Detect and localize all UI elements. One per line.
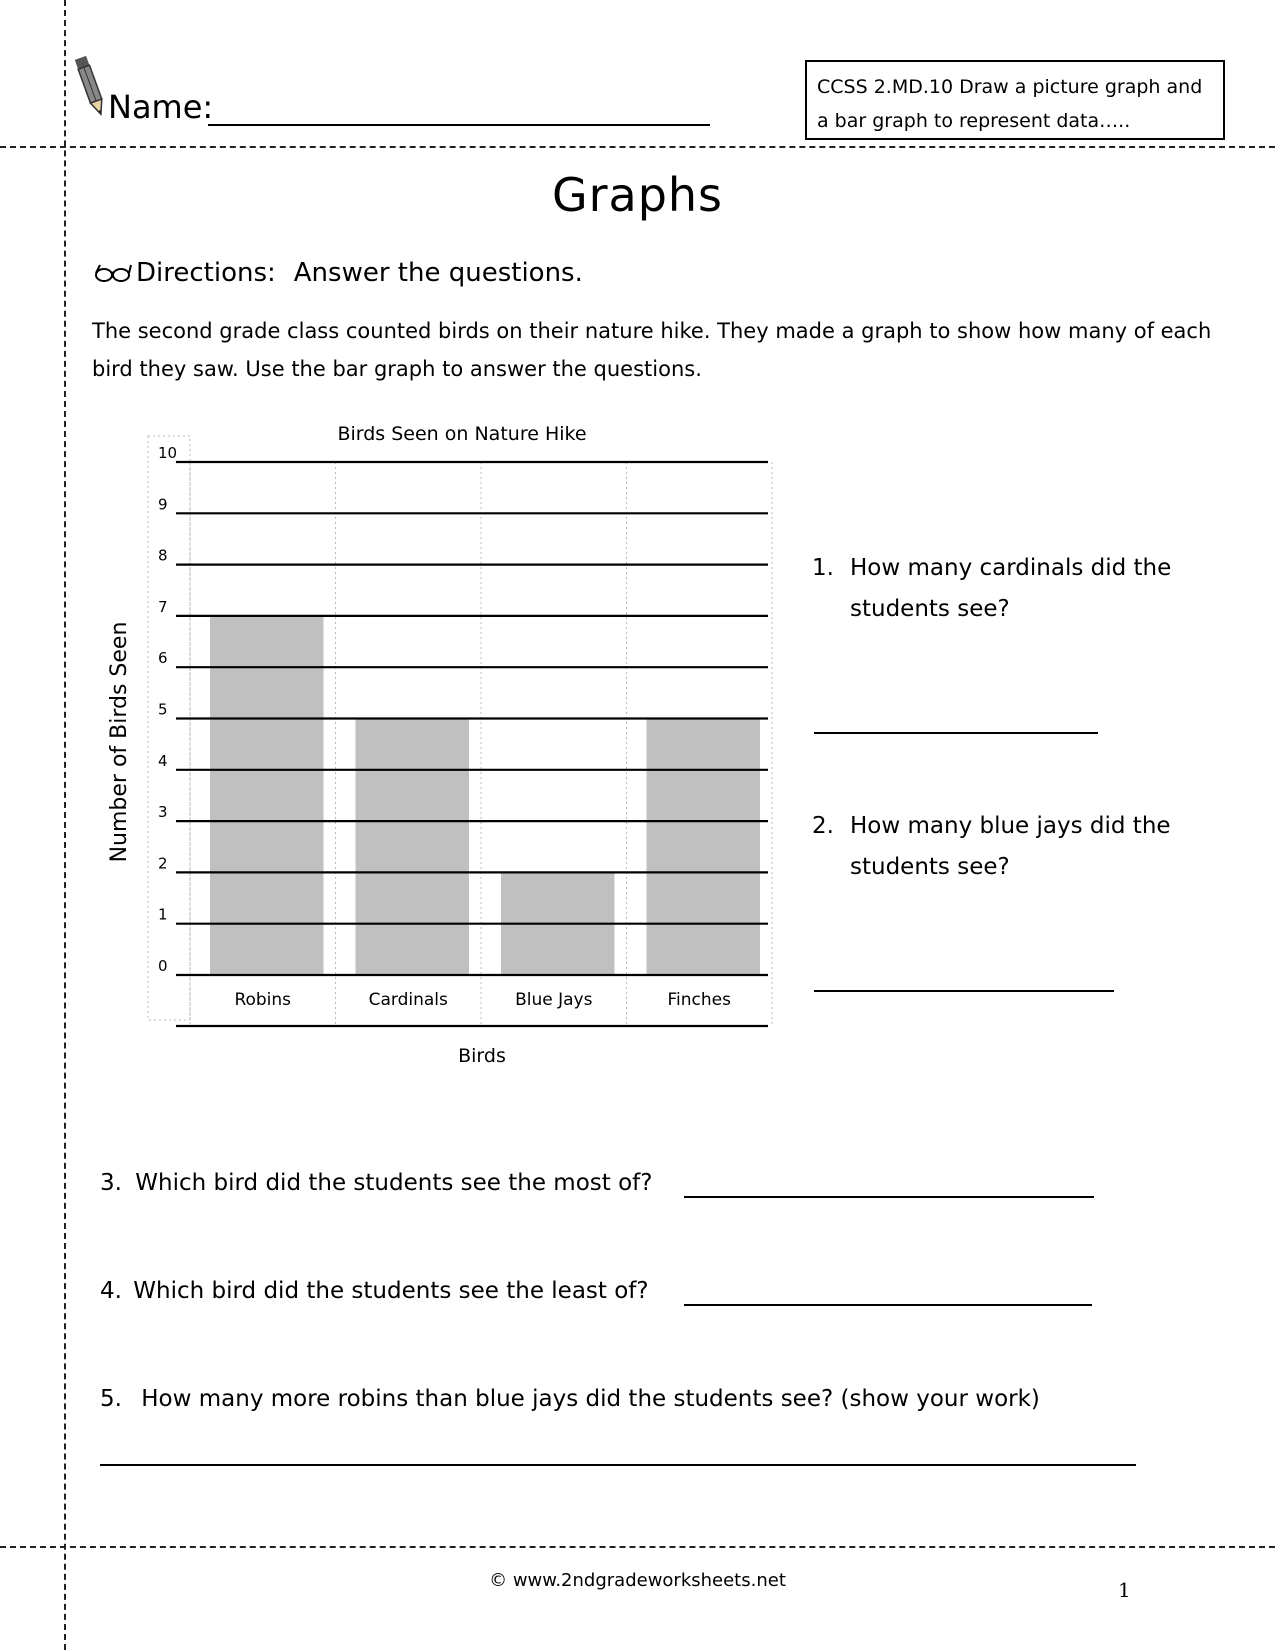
- answer-3-field[interactable]: [684, 1196, 1094, 1198]
- footer-copyright: © www.2ndgradeworksheets.net: [489, 1570, 786, 1591]
- y-tick-label: 5: [158, 700, 168, 719]
- x-axis-label: Birds: [458, 1045, 506, 1067]
- answer-4-field[interactable]: [684, 1304, 1092, 1306]
- y-tick-label: 1: [158, 905, 168, 924]
- question-3-text: Which bird did the students see the most of?: [135, 1170, 653, 1196]
- directions-text: Answer the questions.: [293, 258, 583, 288]
- intro-paragraph: The second grade class counted birds on their nature hike. They made a graph to show how many of each bird they saw. Use the bar graph to answer the questions.: [92, 319, 1212, 381]
- y-tick-label: 0: [158, 957, 168, 975]
- question-4: [100, 1278, 649, 1304]
- pencil-icon: [74, 54, 108, 120]
- question-5: [100, 1386, 1040, 1412]
- x-tick-label: Finches: [667, 990, 731, 1010]
- y-tick-label: 9: [158, 495, 168, 514]
- glasses-icon: [94, 262, 132, 284]
- bar-robins: [210, 616, 323, 975]
- y-tick-label: 7: [158, 597, 168, 616]
- question-1: [812, 548, 1192, 630]
- question-2-text: How many blue jays did the students see?: [850, 813, 1171, 880]
- name-field[interactable]: [208, 124, 710, 126]
- question-4-text: Which bird did the students see the least of?: [133, 1278, 649, 1304]
- y-tick-label: 8: [158, 546, 168, 565]
- question-2-number: 2.: [812, 813, 834, 839]
- y-tick-label: 2: [158, 854, 168, 873]
- bar-finches: [647, 719, 760, 976]
- question-1-number: 1.: [812, 555, 834, 581]
- bottom-cut-line: [0, 1546, 1275, 1548]
- top-cut-line: [0, 146, 1275, 148]
- y-tick-label: 4: [158, 751, 168, 770]
- name-label: Name:: [108, 88, 214, 126]
- page-number: 1: [1118, 1578, 1131, 1602]
- y-label-column: [148, 436, 190, 1020]
- answer-5-field[interactable]: [100, 1464, 1136, 1466]
- question-5-text: How many more robins than blue jays did the students see? (show your work): [141, 1386, 1040, 1412]
- question-2: [812, 806, 1192, 888]
- x-tick-label: Robins: [234, 990, 292, 1010]
- page-title: Graphs: [551, 168, 724, 222]
- directions: [94, 258, 583, 288]
- standard-text: CCSS 2.MD.10 Draw a picture graph and a bar graph to represent data…..: [817, 76, 1203, 132]
- bar-cardinals: [356, 719, 469, 976]
- y-tick-label: 10: [158, 444, 178, 462]
- chart-title: Birds Seen on Nature Hike: [337, 423, 587, 445]
- question-4-number: 4.: [100, 1278, 122, 1304]
- bird-bar-chart: [90, 420, 780, 1120]
- question-5-number: 5.: [100, 1386, 122, 1412]
- standard-box: [805, 60, 1225, 140]
- directions-label: Directions:: [136, 258, 276, 288]
- x-tick-label: Blue Jays: [515, 990, 593, 1010]
- y-axis-label: Number of Birds Seen: [107, 621, 132, 863]
- y-tick-label: 6: [158, 649, 168, 668]
- question-1-text: How many cardinals did the students see?: [850, 555, 1172, 622]
- question-3: [100, 1170, 652, 1196]
- vertical-cut-line: [64, 0, 66, 1650]
- x-tick-label: Cardinals: [368, 990, 448, 1010]
- y-tick-label: 3: [158, 803, 168, 822]
- question-3-number: 3.: [100, 1170, 122, 1196]
- answer-2-field[interactable]: [814, 990, 1114, 992]
- answer-1-field[interactable]: [814, 732, 1098, 734]
